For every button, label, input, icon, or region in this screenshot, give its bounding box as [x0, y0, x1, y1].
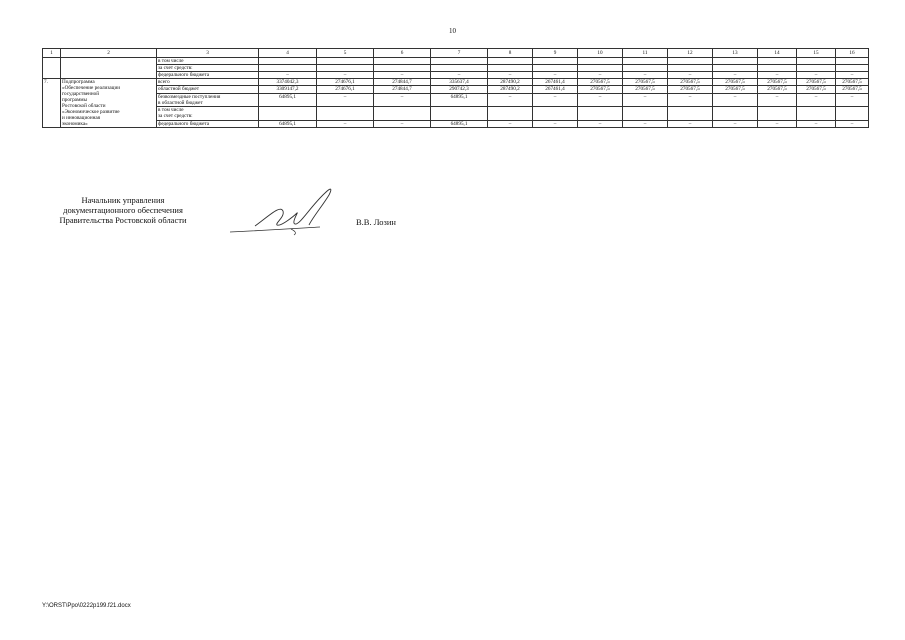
- subprogram-name-line: Ростовской области: [62, 103, 106, 109]
- value-cell: 3374042,3: [259, 79, 317, 86]
- value-cell: [668, 65, 713, 72]
- value-cell: [431, 65, 488, 72]
- column-header: 15: [797, 49, 836, 58]
- document-path: Y:\ORST\Ppo\0222p199.f21.docx: [42, 603, 131, 609]
- column-header: 3: [157, 49, 259, 58]
- value-cell: [758, 58, 797, 65]
- table-row: [43, 120, 869, 127]
- value-cell: 270567,5: [758, 86, 797, 93]
- value-cell: 335637,4: [431, 79, 488, 86]
- subprogram-name-line: «Экономическое развитие: [62, 109, 120, 115]
- value-cell: 270567,5: [578, 79, 623, 86]
- value-cell: [317, 58, 374, 65]
- value-cell: –: [578, 120, 623, 127]
- value-cell: 270567,5: [797, 79, 836, 86]
- value-cell: 270567,5: [713, 86, 758, 93]
- source-label: [157, 79, 259, 86]
- table-row: [43, 79, 869, 86]
- item-number: 7.: [43, 79, 61, 128]
- page-number: 10: [449, 27, 456, 35]
- subprogram-name-line: экономика»: [62, 121, 88, 127]
- value-cell: [317, 107, 374, 121]
- budget-table: [42, 48, 869, 128]
- subprogram-name: [61, 79, 157, 128]
- subprogram-name-line: программы: [62, 97, 88, 103]
- column-header: 10: [578, 49, 623, 58]
- value-cell: 270567,5: [713, 79, 758, 86]
- value-cell: –: [533, 120, 578, 127]
- column-header: 6: [374, 49, 431, 58]
- value-cell: [259, 107, 317, 121]
- value-cell: –: [758, 93, 797, 107]
- value-cell: [668, 107, 713, 121]
- value-cell: –: [758, 120, 797, 127]
- value-cell: –: [623, 93, 668, 107]
- value-cell: –: [374, 93, 431, 107]
- value-cell: 270567,5: [836, 86, 869, 93]
- value-cell: [713, 65, 758, 72]
- table-header-row: [43, 49, 869, 58]
- table-row: [43, 58, 869, 65]
- value-cell: 270567,5: [623, 79, 668, 86]
- value-cell: 267461,4: [533, 86, 578, 93]
- value-cell: [668, 58, 713, 65]
- column-header: 14: [758, 49, 797, 58]
- value-cell: [374, 58, 431, 65]
- signature-title: [42, 195, 204, 225]
- value-cell: [578, 58, 623, 65]
- value-cell: [488, 58, 533, 65]
- source-label-line: за счет средств:: [158, 113, 193, 120]
- subprogram-name-line: государственной: [62, 91, 99, 97]
- value-cell: [836, 58, 869, 65]
- value-cell: –: [797, 93, 836, 107]
- column-header: 9: [533, 49, 578, 58]
- column-header: 2: [61, 49, 157, 58]
- value-cell: [374, 107, 431, 121]
- value-cell: 274844,7: [374, 79, 431, 86]
- value-cell: 270567,5: [668, 86, 713, 93]
- value-cell: [374, 65, 431, 72]
- value-cell: –: [317, 120, 374, 127]
- value-cell: [623, 58, 668, 65]
- column-header: 1: [43, 49, 61, 58]
- value-cell: –: [797, 72, 836, 79]
- value-cell: 270567,5: [797, 86, 836, 93]
- value-cell: –: [578, 93, 623, 107]
- value-cell: [797, 58, 836, 65]
- value-cell: [578, 65, 623, 72]
- value-cell: [713, 58, 758, 65]
- source-label-line: в том числе: [158, 107, 184, 114]
- value-cell: –: [836, 72, 869, 79]
- value-cell: –: [533, 93, 578, 107]
- value-cell: –: [317, 93, 374, 107]
- value-cell: –: [488, 93, 533, 107]
- value-cell: [797, 107, 836, 121]
- value-cell: [259, 65, 317, 72]
- cell: [43, 58, 61, 79]
- value-cell: –: [797, 120, 836, 127]
- column-header: 8: [488, 49, 533, 58]
- value-cell: [431, 107, 488, 121]
- column-header: 4: [259, 49, 317, 58]
- source-label-line: всего: [158, 79, 170, 85]
- value-cell: –: [758, 72, 797, 79]
- value-cell: –: [668, 93, 713, 107]
- signature-title-line: Начальник управления: [81, 195, 165, 205]
- signature-title-line: Правительства Ростовской области: [59, 215, 187, 225]
- column-header: 7: [431, 49, 488, 58]
- value-cell: 3309147,2: [259, 86, 317, 93]
- value-cell: [758, 107, 797, 121]
- source-label-line: в областной бюджет: [158, 99, 203, 106]
- value-cell: [836, 65, 869, 72]
- value-cell: [488, 107, 533, 121]
- value-cell: 274844,7: [374, 86, 431, 93]
- value-cell: 64895,1: [259, 120, 317, 127]
- signatory-name: В.В. Лозин: [356, 217, 396, 227]
- source-label: за счет средств:: [157, 65, 259, 72]
- value-cell: [431, 58, 488, 65]
- column-header: 5: [317, 49, 374, 58]
- value-cell: –: [259, 72, 317, 79]
- value-cell: –: [836, 93, 869, 107]
- table-row: [43, 107, 869, 121]
- cell: [61, 58, 157, 79]
- value-cell: [623, 107, 668, 121]
- value-cell: –: [431, 72, 488, 79]
- value-cell: [317, 65, 374, 72]
- value-cell: 274676,1: [317, 79, 374, 86]
- value-cell: –: [317, 72, 374, 79]
- table-row: [43, 65, 869, 72]
- value-cell: –: [488, 72, 533, 79]
- column-header: 12: [668, 49, 713, 58]
- value-cell: 287490,2: [488, 79, 533, 86]
- value-cell: –: [668, 72, 713, 79]
- value-cell: 267461,4: [533, 79, 578, 86]
- table-row: [43, 86, 869, 93]
- value-cell: –: [374, 120, 431, 127]
- column-header: 13: [713, 49, 758, 58]
- value-cell: [488, 65, 533, 72]
- table-row: [43, 93, 869, 107]
- value-cell: [259, 58, 317, 65]
- value-cell: –: [374, 72, 431, 79]
- value-cell: 64895,1: [431, 93, 488, 107]
- source-label: [157, 93, 259, 107]
- value-cell: [578, 107, 623, 121]
- value-cell: –: [668, 120, 713, 127]
- value-cell: 270567,5: [836, 79, 869, 86]
- subprogram-name-line: и инновационная: [62, 115, 101, 121]
- source-label: [157, 120, 259, 127]
- table-row: [43, 72, 869, 79]
- source-label-line: областной бюджет: [158, 86, 199, 93]
- value-cell: [533, 107, 578, 121]
- value-cell: 64895,1: [259, 93, 317, 107]
- value-cell: [836, 107, 869, 121]
- value-cell: –: [713, 72, 758, 79]
- value-cell: 270567,5: [623, 86, 668, 93]
- source-label: [157, 86, 259, 93]
- value-cell: [713, 107, 758, 121]
- source-label: федерального бюджета: [157, 72, 259, 79]
- source-label-line: безвозмездные поступления: [158, 93, 221, 100]
- value-cell: –: [836, 120, 869, 127]
- subprogram-name-line: «Обеспечение реализации: [62, 85, 121, 91]
- source-label: в том числе: [157, 58, 259, 65]
- value-cell: –: [488, 120, 533, 127]
- value-cell: 270567,5: [578, 86, 623, 93]
- value-cell: 270567,5: [668, 79, 713, 86]
- value-cell: [797, 65, 836, 72]
- value-cell: 287490,2: [488, 86, 533, 93]
- handwritten-signature: [225, 185, 340, 240]
- source-label-line: федерального бюджета: [158, 120, 210, 127]
- value-cell: 64895,1: [431, 120, 488, 127]
- value-cell: [758, 65, 797, 72]
- source-label: [157, 107, 259, 121]
- value-cell: 290742,3: [431, 86, 488, 93]
- value-cell: –: [623, 72, 668, 79]
- value-cell: –: [578, 72, 623, 79]
- value-cell: –: [713, 93, 758, 107]
- value-cell: [623, 65, 668, 72]
- subprogram-name-line: Подпрограмма: [62, 79, 95, 85]
- value-cell: –: [713, 120, 758, 127]
- value-cell: 270567,5: [758, 79, 797, 86]
- value-cell: [533, 58, 578, 65]
- value-cell: –: [623, 120, 668, 127]
- column-header: 11: [623, 49, 668, 58]
- value-cell: [533, 65, 578, 72]
- value-cell: –: [533, 72, 578, 79]
- column-header: 16: [836, 49, 869, 58]
- value-cell: 274676,1: [317, 86, 374, 93]
- signature-title-line: документационного обеспечения: [63, 205, 183, 215]
